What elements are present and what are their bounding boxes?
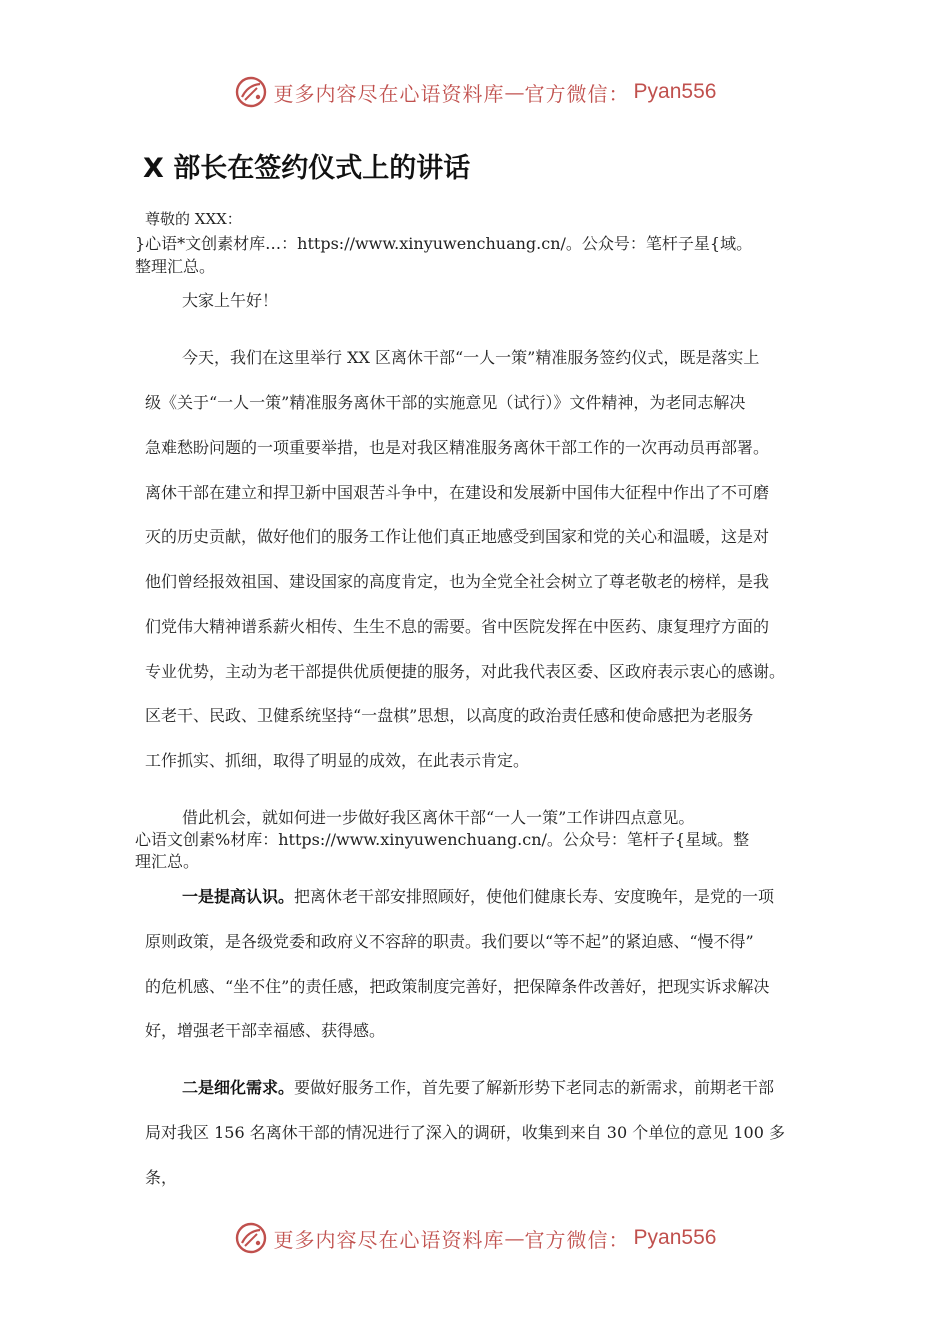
paragraph-line: 急难愁盼问题的一项重要举措，也是对我区精准服务离休干部工作的一次再动员再部署。 — [145, 438, 770, 457]
footer-banner — [0, 1216, 950, 1260]
page-title: X 部长在签约仪式上的讲话 — [143, 153, 471, 184]
paragraph-line: 们党伟大精神谱系薪火相传、生生不息的需要。省中医院发挥在中医药、康复理疗方面的 — [145, 617, 770, 636]
header-banner — [0, 70, 950, 114]
logo-icon — [234, 75, 268, 109]
paragraph-line: 离休干部在建立和捍卫新中国艰苦斗争中，在建设和发展新中国伟大征程中作出了不可磨 — [145, 483, 770, 502]
banner-text: 更多内容尽在心语资料库 — [273, 1227, 505, 1252]
banner-wechat-id: Pyan556 — [633, 80, 717, 103]
paragraph-line: 工作抓实、抓细，取得了明显的成效，在此表示肯定。 — [145, 751, 530, 770]
watermark-line: 心语文创素%材库：https://www.xinyuwenchuang.cn/。公众号：笔杆子{星域。整 — [135, 830, 750, 849]
salutation: 尊敬的 XXX： — [145, 210, 242, 228]
paragraph-line: 级《关于“一人一策”精准服务离休干部的实施意见（试行）》文件精神，为老同志解决 — [145, 393, 746, 412]
paragraph-line: 灭的历史贡献，做好他们的服务工作让他们真正地感受到国家和党的关心和温暖，这是对 — [145, 527, 770, 546]
paragraph-line: 借此机会，就如何进一步做好我区离休干部“一人一策”工作讲四点意见。 — [182, 808, 695, 827]
banner-text: 更多内容尽在心语资料库 — [273, 81, 505, 106]
point-1-line — [182, 884, 774, 907]
banner-suffix: 官方微信： — [524, 81, 630, 106]
logo-icon — [234, 1221, 268, 1255]
point-2-heading: 二是细化需求。 — [182, 1078, 295, 1097]
watermark-line: 整理汇总。 — [135, 257, 216, 276]
banner-wechat-id: Pyan556 — [633, 1226, 717, 1249]
point-1-text: 把离休老干部安排照顾好，使他们健康长寿、安度晚年，是党的一项 — [294, 887, 775, 906]
paragraph-line: 他们曾经报效祖国、建设国家的高度肯定，也为全党全社会树立了尊老敬老的榜样，是我 — [145, 572, 770, 591]
point-2-line — [182, 1075, 774, 1098]
watermark-line: }心语*文创素材库…：https://www.xinyuwenchuang.cn/。公众号：笔杆子星{域。 — [135, 234, 753, 253]
paragraph-line: 的危机感、“坐不住”的责任感，把政策制度完善好，把保障条件改善好，把现实诉求解决 — [145, 977, 770, 996]
banner-suffix: 官方微信： — [524, 1227, 630, 1252]
paragraph-line: 好，增强老干部幸福感、获得感。 — [145, 1021, 386, 1040]
watermark-line: 理汇总。 — [135, 852, 200, 871]
paragraph-line: 今天，我们在这里举行 XX 区离休干部“一人一策”精准服务签约仪式，既是落实上 — [182, 348, 760, 367]
greeting: 大家上午好！ — [182, 291, 279, 310]
paragraph-line: 条， — [145, 1168, 178, 1187]
paragraph-line: 原则政策，是各级党委和政府义不容辞的职责。我们要以“等不起”的紧迫感、“慢不得” — [145, 932, 754, 951]
point-2-text: 要做好服务工作，首先要了解新形势下老同志的新需求，前期老干部 — [294, 1078, 775, 1097]
paragraph-line: 区老干、民政、卫健系统坚持“一盘棋”思想，以高度的政治责任感和使命感把为老服务 — [145, 706, 754, 725]
paragraph-line: 专业优势，主动为老干部提供优质便捷的服务，对此我代表区委、区政府表示衷心的感谢。 — [145, 662, 786, 681]
banner-dash: — — [504, 80, 525, 104]
paragraph-line: 局对我区 156 名离休干部的情况进行了深入的调研，收集到来自 30 个单位的意见 100 多 — [145, 1123, 785, 1142]
banner-dash: — — [504, 1226, 525, 1250]
point-1-heading: 一是提高认识。 — [182, 887, 295, 906]
